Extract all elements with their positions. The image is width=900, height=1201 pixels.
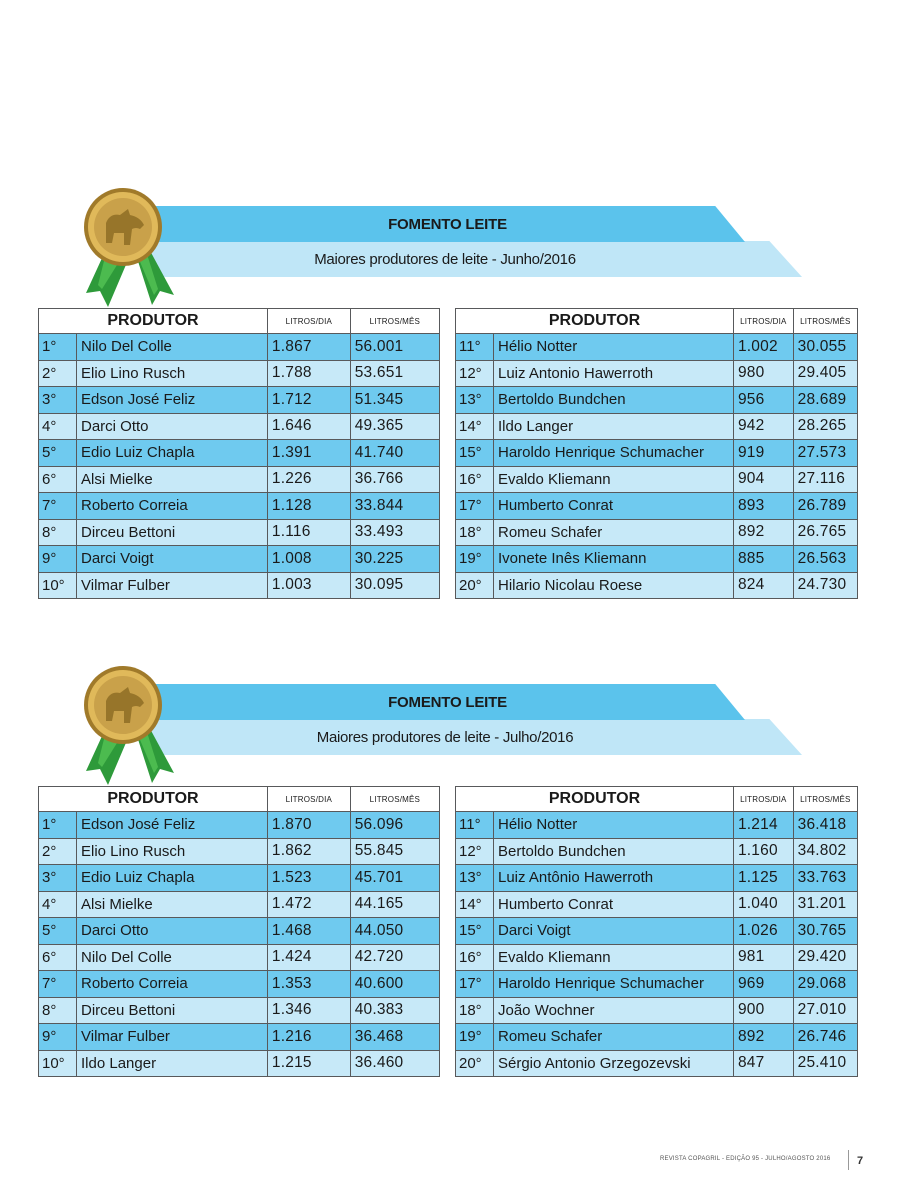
litros-mes-cell: 44.165 (350, 891, 439, 918)
producer-name-cell: Luiz Antonio Hawerroth (494, 360, 734, 387)
producer-name-cell: Romeu Schafer (494, 1024, 734, 1051)
ranking-table-left (38, 786, 440, 1077)
rank-cell: 19° (456, 1024, 494, 1051)
rank-cell: 18° (456, 997, 494, 1024)
litros-dia-cell: 1.472 (267, 891, 350, 918)
rank-cell: 8° (39, 997, 77, 1024)
litros-mes-cell: 29.405 (793, 360, 857, 387)
litros-dia-cell: 1.128 (267, 493, 350, 520)
producer-name-cell: Roberto Correia (77, 493, 268, 520)
producer-name-cell: Dirceu Bettoni (77, 519, 268, 546)
producer-name-cell: Haroldo Henrique Schumacher (494, 440, 734, 467)
table-row (456, 997, 858, 1024)
header-litros-dia: LITROS/DIA (267, 309, 350, 334)
producer-name-cell: Vilmar Fulber (77, 1024, 268, 1051)
litros-mes-cell: 33.493 (350, 519, 439, 546)
table-row (39, 1050, 440, 1077)
producer-name-cell: Humberto Conrat (494, 891, 734, 918)
rank-cell: 4° (39, 891, 77, 918)
litros-mes-cell: 36.468 (350, 1024, 439, 1051)
header-litros-mes: LITROS/MÊS (793, 309, 857, 334)
table-row (39, 971, 440, 998)
rank-cell: 10° (39, 1050, 77, 1077)
litros-mes-cell: 27.116 (793, 466, 857, 493)
producer-name-cell: Darci Voigt (77, 546, 268, 573)
rank-cell: 9° (39, 546, 77, 573)
gold-medal-icon (78, 663, 178, 803)
rank-cell: 20° (456, 1050, 494, 1077)
page-number: 7 (857, 1155, 864, 1167)
litros-dia-cell: 1.160 (733, 838, 793, 865)
litros-dia-cell: 1.867 (267, 334, 350, 361)
litros-mes-cell: 36.460 (350, 1050, 439, 1077)
rank-cell: 6° (39, 466, 77, 493)
rank-cell: 7° (39, 971, 77, 998)
litros-mes-cell: 36.766 (350, 466, 439, 493)
rank-cell: 4° (39, 413, 77, 440)
ranking-table-right (455, 786, 858, 1077)
producer-name-cell: Evaldo Kliemann (494, 944, 734, 971)
producer-name-cell: João Wochner (494, 997, 734, 1024)
header-litros-mes: LITROS/MÊS (793, 787, 857, 812)
rank-cell: 15° (456, 918, 494, 945)
rank-cell: 11° (456, 812, 494, 839)
producer-name-cell: Edson José Feliz (77, 387, 268, 414)
table-row (39, 944, 440, 971)
rank-cell: 1° (39, 334, 77, 361)
table-row (456, 944, 858, 971)
table-row (39, 387, 440, 414)
litros-mes-cell: 33.763 (793, 865, 857, 892)
table-row (456, 838, 858, 865)
table-row (39, 891, 440, 918)
rank-cell: 6° (39, 944, 77, 971)
producer-name-cell: Ildo Langer (77, 1050, 268, 1077)
table-row (39, 360, 440, 387)
rank-cell: 19° (456, 546, 494, 573)
table-row (456, 519, 858, 546)
litros-dia-cell: 1.346 (267, 997, 350, 1024)
litros-mes-cell: 25.410 (793, 1050, 857, 1077)
litros-mes-cell: 27.573 (793, 440, 857, 467)
litros-mes-cell: 45.701 (350, 865, 439, 892)
litros-mes-cell: 26.746 (793, 1024, 857, 1051)
producer-name-cell: Edson José Feliz (77, 812, 268, 839)
litros-mes-cell: 41.740 (350, 440, 439, 467)
producer-name-cell: Elio Lino Rusch (77, 838, 268, 865)
ranking-table-left (38, 308, 440, 599)
litros-mes-cell: 56.001 (350, 334, 439, 361)
rank-cell: 5° (39, 918, 77, 945)
table-row (39, 1024, 440, 1051)
rank-cell: 12° (456, 360, 494, 387)
rank-cell: 13° (456, 387, 494, 414)
litros-dia-cell: 885 (733, 546, 793, 573)
rank-cell: 1° (39, 812, 77, 839)
header-litros-mes: LITROS/MÊS (350, 309, 439, 334)
rank-cell: 11° (456, 334, 494, 361)
producer-name-cell: Haroldo Henrique Schumacher (494, 971, 734, 998)
litros-mes-cell: 51.345 (350, 387, 439, 414)
rank-cell: 16° (456, 944, 494, 971)
litros-dia-cell: 904 (733, 466, 793, 493)
rank-cell: 9° (39, 1024, 77, 1051)
table-row (456, 1024, 858, 1051)
table-row (456, 1050, 858, 1077)
litros-mes-cell: 30.765 (793, 918, 857, 945)
producer-name-cell: Luiz Antônio Hawerroth (494, 865, 734, 892)
rank-cell: 20° (456, 572, 494, 599)
table-row (39, 838, 440, 865)
producer-name-cell: Darci Voigt (494, 918, 734, 945)
litros-dia-cell: 1.116 (267, 519, 350, 546)
litros-mes-cell: 56.096 (350, 812, 439, 839)
litros-mes-cell: 49.365 (350, 413, 439, 440)
header-litros-dia: LITROS/DIA (267, 787, 350, 812)
producer-name-cell: Romeu Schafer (494, 519, 734, 546)
section-title: FOMENTO LEITE (388, 694, 507, 711)
litros-dia-cell: 1.216 (267, 1024, 350, 1051)
footer-text: REVISTA COPAGRIL - EDIÇÃO 95 - JULHO/AGOSTO 2016 (660, 1156, 831, 1162)
producer-name-cell: Evaldo Kliemann (494, 466, 734, 493)
litros-mes-cell: 30.095 (350, 572, 439, 599)
rank-cell: 7° (39, 493, 77, 520)
litros-mes-cell: 55.845 (350, 838, 439, 865)
litros-dia-cell: 1.870 (267, 812, 350, 839)
table-row (456, 334, 858, 361)
litros-mes-cell: 40.600 (350, 971, 439, 998)
table-row (456, 865, 858, 892)
litros-mes-cell: 30.055 (793, 334, 857, 361)
table-row (456, 812, 858, 839)
section-subtitle: Maiores produtores de leite - Junho/2016 (314, 251, 576, 268)
litros-mes-cell: 33.844 (350, 493, 439, 520)
litros-dia-cell: 1.862 (267, 838, 350, 865)
rank-cell: 5° (39, 440, 77, 467)
rank-cell: 10° (39, 572, 77, 599)
producer-name-cell: Hilario Nicolau Roese (494, 572, 734, 599)
litros-dia-cell: 1.026 (733, 918, 793, 945)
producer-name-cell: Nilo Del Colle (77, 334, 268, 361)
table-row (456, 413, 858, 440)
litros-dia-cell: 1.646 (267, 413, 350, 440)
rank-cell: 15° (456, 440, 494, 467)
table-row (456, 466, 858, 493)
litros-dia-cell: 893 (733, 493, 793, 520)
litros-mes-cell: 42.720 (350, 944, 439, 971)
producer-name-cell: Bertoldo Bundchen (494, 838, 734, 865)
litros-mes-cell: 36.418 (793, 812, 857, 839)
rank-cell: 14° (456, 413, 494, 440)
litros-dia-cell: 980 (733, 360, 793, 387)
table-row (39, 918, 440, 945)
table-row (456, 891, 858, 918)
producer-name-cell: Dirceu Bettoni (77, 997, 268, 1024)
litros-dia-cell: 824 (733, 572, 793, 599)
ranking-table-right (455, 308, 858, 599)
rank-cell: 12° (456, 838, 494, 865)
table-row (456, 387, 858, 414)
litros-mes-cell: 34.802 (793, 838, 857, 865)
litros-mes-cell: 29.068 (793, 971, 857, 998)
litros-dia-cell: 1.523 (267, 865, 350, 892)
litros-dia-cell: 956 (733, 387, 793, 414)
table-row (39, 865, 440, 892)
header-litros-dia: LITROS/DIA (733, 309, 793, 334)
producer-name-cell: Alsi Mielke (77, 466, 268, 493)
litros-mes-cell: 53.651 (350, 360, 439, 387)
header-produtor: PRODUTOR (456, 309, 734, 334)
litros-dia-cell: 1.008 (267, 546, 350, 573)
litros-dia-cell: 969 (733, 971, 793, 998)
table-row (39, 466, 440, 493)
producer-name-cell: Ildo Langer (494, 413, 734, 440)
litros-dia-cell: 892 (733, 1024, 793, 1051)
rank-cell: 17° (456, 493, 494, 520)
table-row (39, 440, 440, 467)
rank-cell: 17° (456, 971, 494, 998)
litros-mes-cell: 24.730 (793, 572, 857, 599)
litros-dia-cell: 892 (733, 519, 793, 546)
header-litros-mes: LITROS/MÊS (350, 787, 439, 812)
litros-mes-cell: 26.789 (793, 493, 857, 520)
header-produtor: PRODUTOR (39, 787, 268, 812)
table-row (456, 360, 858, 387)
litros-dia-cell: 1.468 (267, 918, 350, 945)
litros-mes-cell: 26.765 (793, 519, 857, 546)
litros-mes-cell: 26.563 (793, 546, 857, 573)
litros-dia-cell: 1.391 (267, 440, 350, 467)
rank-cell: 2° (39, 838, 77, 865)
litros-dia-cell: 981 (733, 944, 793, 971)
header-produtor: PRODUTOR (39, 309, 268, 334)
litros-mes-cell: 30.225 (350, 546, 439, 573)
litros-dia-cell: 1.125 (733, 865, 793, 892)
producer-name-cell: Edio Luiz Chapla (77, 865, 268, 892)
rank-cell: 16° (456, 466, 494, 493)
litros-dia-cell: 942 (733, 413, 793, 440)
litros-dia-cell: 1.788 (267, 360, 350, 387)
section-subtitle: Maiores produtores de leite - Julho/2016 (316, 729, 574, 746)
rank-cell: 8° (39, 519, 77, 546)
litros-dia-cell: 1.003 (267, 572, 350, 599)
litros-mes-cell: 28.265 (793, 413, 857, 440)
table-row (39, 997, 440, 1024)
gold-medal-icon (78, 185, 178, 325)
table-row (456, 546, 858, 573)
section-title: FOMENTO LEITE (388, 216, 507, 233)
producer-name-cell: Nilo Del Colle (77, 944, 268, 971)
litros-dia-cell: 847 (733, 1050, 793, 1077)
producer-name-cell: Ivonete Inês Kliemann (494, 546, 734, 573)
table-row (39, 334, 440, 361)
litros-mes-cell: 31.201 (793, 891, 857, 918)
table-row (456, 572, 858, 599)
rank-cell: 3° (39, 387, 77, 414)
litros-dia-cell: 1.215 (267, 1050, 350, 1077)
producer-name-cell: Humberto Conrat (494, 493, 734, 520)
table-row (39, 546, 440, 573)
litros-dia-cell: 1.002 (733, 334, 793, 361)
litros-dia-cell: 1.712 (267, 387, 350, 414)
table-row (456, 971, 858, 998)
rank-cell: 3° (39, 865, 77, 892)
litros-dia-cell: 1.040 (733, 891, 793, 918)
litros-mes-cell: 29.420 (793, 944, 857, 971)
litros-mes-cell: 40.383 (350, 997, 439, 1024)
litros-dia-cell: 919 (733, 440, 793, 467)
header-litros-dia: LITROS/DIA (733, 787, 793, 812)
table-row (39, 493, 440, 520)
litros-mes-cell: 44.050 (350, 918, 439, 945)
litros-dia-cell: 1.424 (267, 944, 350, 971)
producer-name-cell: Vilmar Fulber (77, 572, 268, 599)
producer-name-cell: Bertoldo Bundchen (494, 387, 734, 414)
rank-cell: 13° (456, 865, 494, 892)
table-row (456, 440, 858, 467)
table-row (39, 413, 440, 440)
rank-cell: 2° (39, 360, 77, 387)
table-row (39, 572, 440, 599)
litros-mes-cell: 28.689 (793, 387, 857, 414)
producer-name-cell: Roberto Correia (77, 971, 268, 998)
footer-divider (848, 1150, 849, 1170)
table-row (39, 519, 440, 546)
header-produtor: PRODUTOR (456, 787, 734, 812)
litros-dia-cell: 900 (733, 997, 793, 1024)
producer-name-cell: Alsi Mielke (77, 891, 268, 918)
litros-dia-cell: 1.353 (267, 971, 350, 998)
litros-mes-cell: 27.010 (793, 997, 857, 1024)
producer-name-cell: Elio Lino Rusch (77, 360, 268, 387)
producer-name-cell: Darci Otto (77, 918, 268, 945)
producer-name-cell: Hélio Notter (494, 334, 734, 361)
rank-cell: 14° (456, 891, 494, 918)
table-row (39, 812, 440, 839)
table-row (456, 918, 858, 945)
producer-name-cell: Edio Luiz Chapla (77, 440, 268, 467)
litros-dia-cell: 1.226 (267, 466, 350, 493)
producer-name-cell: Hélio Notter (494, 812, 734, 839)
rank-cell: 18° (456, 519, 494, 546)
producer-name-cell: Sérgio Antonio Grzegozevski (494, 1050, 734, 1077)
producer-name-cell: Darci Otto (77, 413, 268, 440)
litros-dia-cell: 1.214 (733, 812, 793, 839)
table-row (456, 493, 858, 520)
